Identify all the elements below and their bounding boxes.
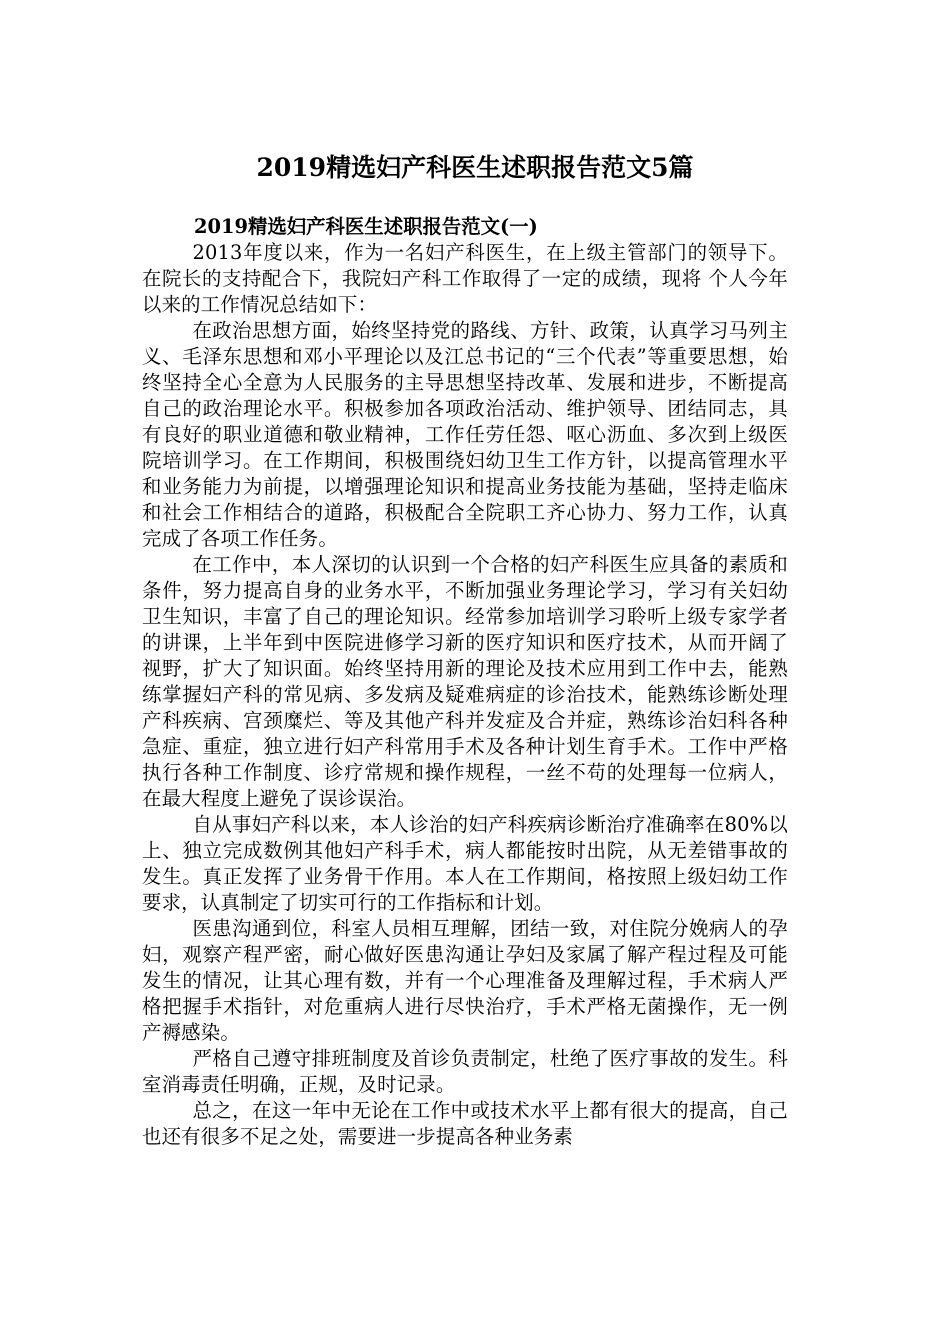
paragraph-intro: 2013年度以来，作为一名妇产科医生，在上级主管部门的领导下。在院长的支持配合下，我院妇产科工作取得了一定的成绩，现将 个人今年以来的工作情况总结如下： [142, 241, 788, 316]
paragraph-accuracy: 自从事妇产科以来，本人诊治的妇产科疾病诊断治疗准确率在80%以上、独立完成数例其他妇产科手术，病人都能按时出院，从无差错事故的发生。真正发挥了业务骨干作用。本人在工作期间，格按照上级妇幼工作要求，认真制定了切实可行的工作指标和计划。 [142, 813, 788, 914]
section-heading: 2019精选妇产科医生述职报告范文(一) [194, 215, 538, 238]
document-body [142, 214, 788, 1150]
paragraph-political: 在政治思想方面，始终坚持党的路线、方针、政策，认真学习马列主义、毛泽东思想和邓小平理论以及江总书记的“三个代表”等重要思想，始终坚持全心全意为人民服务的主导思想坚持改革、发展和进步，不断提高自己的政治理论水平。积极参加各项政治活动、维护领导、团结同志，具有良好的职业道德和敬业精神，工作任劳任怨、呕心沥血、多次到上级医院培训学习。在工作期间，积极围绕妇幼卫生工作方针，以提高管理水平和业务能力为前提，以增强理论知识和提高业务技能为基础，坚持走临床和社会工作相结合的道路，积极配合全院职工齐心协力、努力工作，认真完成了各项工作任务。 [142, 319, 788, 550]
paragraph-work: 在工作中，本人深切的认识到一个合格的妇产科医生应具备的素质和条件，努力提高自身的业务水平，不断加强业务理论学习，学习有关妇幼卫生知识，丰富了自己的理论知识。经常参加培训学习聆听上级专家学者的讲课，上半年到中医院进修学习新的医疗知识和医疗技术，从而开阔了视野，扩大了知识面。始终坚持用新的理论及技术应用到工作中去，能熟练掌握妇产科的常见病、多发病及疑难病症的诊治技术，能熟练诊断处理产科疾病、宫颈糜烂、等及其他产科并发症及合并症，熟练诊治妇科各种急症、重症，独立进行妇产科常用手术及各种计划生育手术。工作中严格执行各种工作制度、诊疗常规和操作规程，一丝不苟的处理每一位病人，在最大程度上避免了误诊误治。 [142, 553, 788, 810]
paragraph-summary: 总之，在这一年中无论在工作中或技术水平上都有很大的提高，自己也还有很多不足之处，需要进一步提高各种业务素 [142, 1099, 788, 1148]
paragraph-rules: 严格自己遵守排班制度及首诊负责制定，杜绝了医疗事故的发生。科室消毒责任明确，正规，及时记录。 [142, 1047, 788, 1096]
paragraph-communication: 医患沟通到位，科室人员相互理解，团结一致，对住院分娩病人的孕妇，观察产程严密，耐心做好医患沟通让孕妇及家属了解产程过程及可能发生的情况，让其心理有数，并有一个心理准备及理解过程，手术病人严格把握手术指针，对危重病人进行尽快治疗，手术严格无菌操作，无一例产褥感染。 [142, 917, 788, 1044]
document-title: 2019精选妇产科医生述职报告范文5篇 [256, 153, 694, 182]
